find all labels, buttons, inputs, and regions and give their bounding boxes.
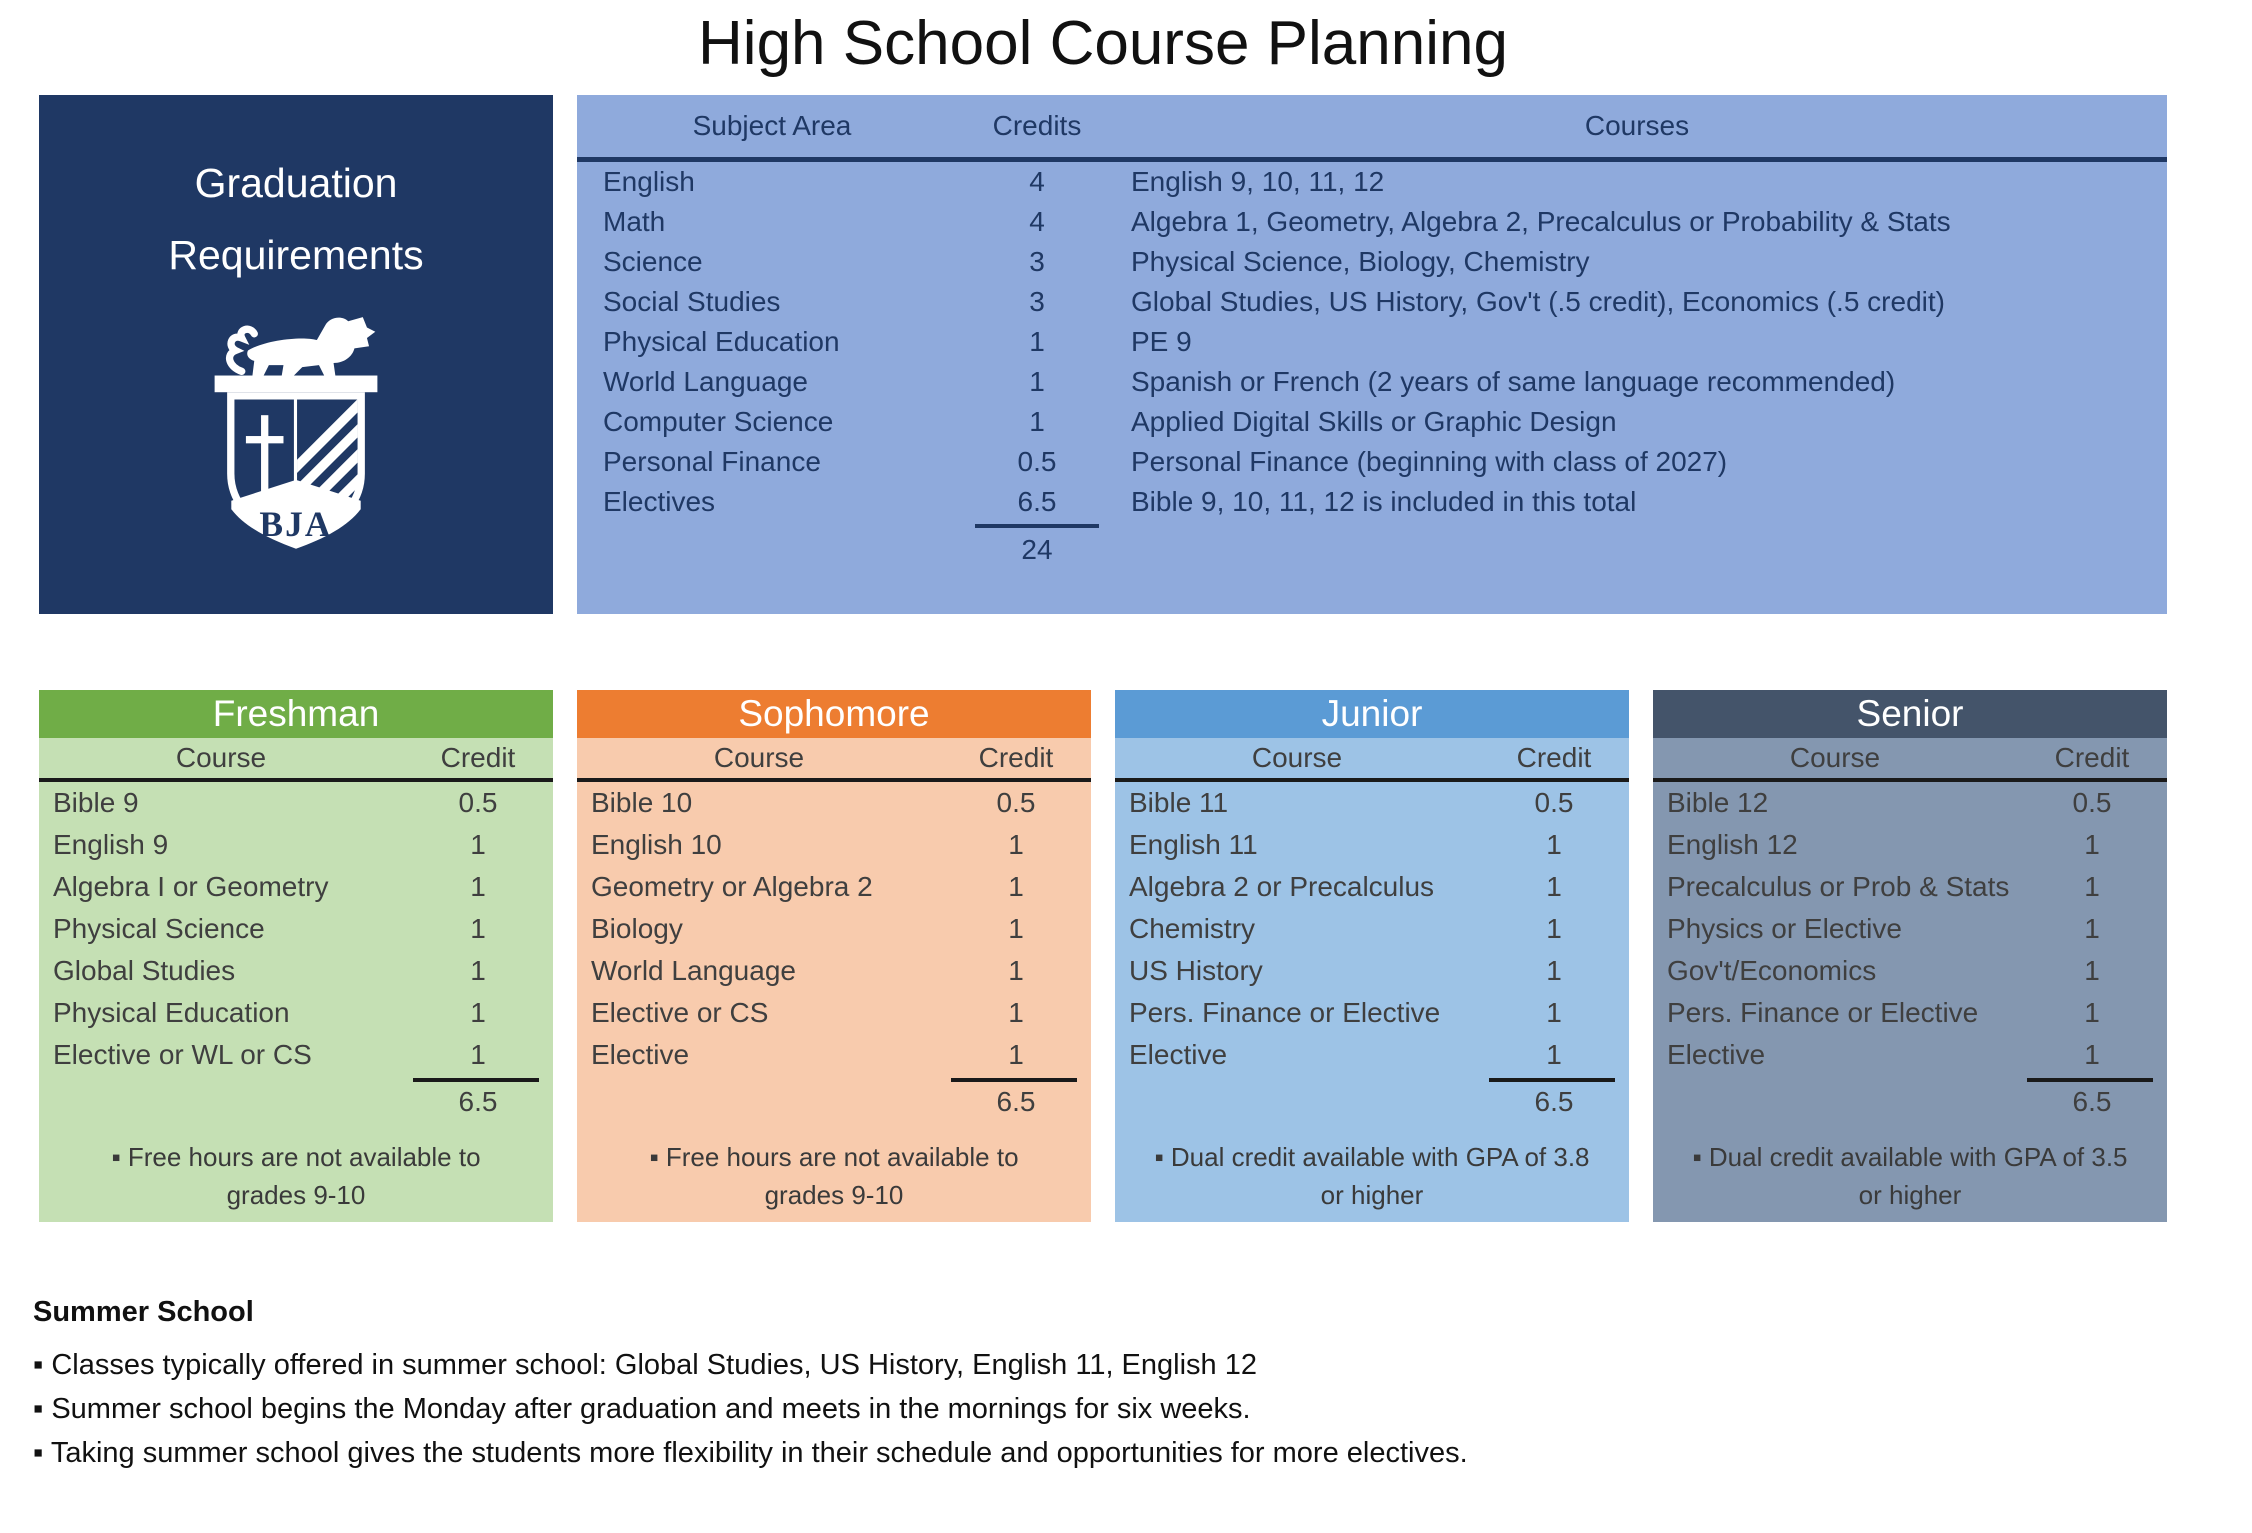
course-name: Physical Science	[53, 913, 265, 944]
col-header-courses: Courses	[1584, 110, 1690, 141]
course-name: Physical Education	[53, 997, 290, 1028]
grade-header: Senior	[1653, 690, 2167, 738]
course-name: English 9	[53, 829, 169, 860]
course-name: Chemistry	[1129, 913, 1256, 944]
course-name: Geometry or Algebra 2	[591, 871, 873, 902]
course-credit: 1	[2084, 955, 2100, 986]
subheader-course: Course	[1251, 742, 1343, 773]
course-credit: 1	[470, 871, 486, 902]
course-credit: 1	[470, 955, 486, 986]
courses-cell: PE 9	[1131, 326, 1192, 357]
credits-cell: 3	[1029, 246, 1045, 277]
grade-note: ▪ Free hours are not available to grades 9-10	[649, 1142, 1019, 1210]
course-credit: 1	[1008, 871, 1024, 902]
course-name: Physics or Elective	[1667, 913, 1902, 944]
course-row	[1115, 866, 1629, 908]
course-row	[577, 866, 1091, 908]
course-name: Elective	[1667, 1039, 1766, 1070]
course-credit: 1	[1546, 1039, 1562, 1070]
credits-cell: 0.5	[1017, 446, 1057, 477]
course-row	[1653, 1034, 2167, 1076]
courses-cell: Personal Finance (beginning with class of 2027)	[1131, 446, 1728, 477]
subject-cell: Math	[603, 206, 666, 237]
course-credit: 0.5	[996, 787, 1036, 818]
course-name: Elective or CS	[591, 997, 769, 1028]
lion-icon	[230, 317, 376, 378]
course-name: Pers. Finance or Elective	[1667, 997, 1979, 1028]
course-row	[577, 1034, 1091, 1076]
course-row	[577, 824, 1091, 866]
grade-body	[577, 738, 1091, 1222]
credits-cell: 1	[1029, 406, 1045, 437]
summer-school-bullet: ▪ Summer school begins the Monday after graduation and meets in the mornings for six weeks.	[33, 1393, 1251, 1425]
course-row	[577, 908, 1091, 950]
table-row-world-language	[577, 362, 2167, 402]
col-header-subject-area: Subject Area	[692, 110, 852, 141]
grade-subheader	[39, 738, 553, 782]
credits-cell: 4	[1029, 206, 1045, 237]
course-row	[1653, 782, 2167, 824]
course-credit: 1	[1008, 829, 1024, 860]
grade-total: 6.5	[996, 1086, 1036, 1117]
requirements-table-header	[577, 95, 2167, 157]
courses-cell: Algebra 1, Geometry, Algebra 2, Precalculus or Probability & Stats	[1131, 206, 1951, 237]
courses-cell: Spanish or French (2 years of same language recommended)	[1131, 366, 1896, 397]
course-row	[1653, 866, 2167, 908]
course-row	[1115, 1034, 1629, 1076]
grade-total: 6.5	[458, 1086, 498, 1117]
course-row	[1115, 782, 1629, 824]
course-row	[39, 950, 553, 992]
course-credit: 1	[470, 913, 486, 944]
course-row	[1115, 992, 1629, 1034]
course-row	[1653, 908, 2167, 950]
subheader-credit: Credit	[2054, 742, 2130, 773]
courses-cell: Bible 9, 10, 11, 12 is included in this total	[1131, 486, 1637, 517]
shield-icon	[215, 376, 378, 555]
course-name: English 12	[1667, 829, 1798, 860]
course-name: English 11	[1129, 829, 1258, 860]
course-credit: 1	[2084, 871, 2100, 902]
course-credit: 1	[1546, 955, 1562, 986]
course-name: Algebra 2 or Precalculus	[1129, 871, 1435, 902]
credits-cell: 6.5	[1017, 486, 1057, 517]
subject-cell: Electives	[603, 486, 716, 517]
course-credit: 0.5	[2072, 787, 2112, 818]
table-row-science	[577, 242, 2167, 282]
grade-column-junior	[1115, 690, 1629, 1222]
page-title: High School Course Planning	[698, 9, 1508, 78]
course-row	[1653, 950, 2167, 992]
course-name: Gov't/Economics	[1667, 955, 1877, 986]
course-name: English 10	[591, 829, 722, 860]
course-name: Bible 11	[1129, 787, 1229, 818]
course-credit: 1	[1546, 913, 1562, 944]
credits-cell: 1	[1029, 366, 1045, 397]
course-credit: 1	[1008, 997, 1024, 1028]
grade-body	[1115, 738, 1629, 1222]
course-name: Global Studies	[53, 955, 236, 986]
course-name: Bible 12	[1667, 787, 1769, 818]
course-row	[1115, 950, 1629, 992]
course-credit: 1	[470, 1039, 486, 1070]
grade-note: ▪ Free hours are not available to grades 9-10	[111, 1142, 481, 1210]
course-credit: 0.5	[1534, 787, 1574, 818]
course-name: Bible 10	[591, 787, 693, 818]
requirements-table	[577, 95, 2167, 614]
course-row	[577, 992, 1091, 1034]
table-row-personal-finance	[577, 442, 2167, 482]
grade-body	[39, 738, 553, 1222]
credits-cell: 1	[1029, 326, 1045, 357]
courses-cell: English 9, 10, 11, 12	[1131, 166, 1385, 197]
grade-subheader	[1653, 738, 2167, 782]
subheader-credit: Credit	[978, 742, 1054, 773]
grade-column-senior	[1653, 690, 2167, 1222]
subject-cell: Social Studies	[603, 286, 781, 317]
courses-cell: Physical Science, Biology, Chemistry	[1131, 246, 1590, 277]
course-name: World Language	[591, 955, 796, 986]
courses-cell: Global Studies, US History, Gov't (.5 credit), Economics (.5 credit)	[1131, 286, 1945, 317]
grade-column-freshman	[39, 690, 553, 1222]
course-credit: 1	[2084, 1039, 2100, 1070]
course-row	[39, 992, 553, 1034]
grade-header: Junior	[1115, 690, 1629, 738]
table-row-electives	[577, 482, 2167, 522]
course-credit: 1	[470, 997, 486, 1028]
subject-cell: Physical Education	[603, 326, 840, 357]
grade-note: ▪ Dual credit available with GPA of 3.5 or higher	[1692, 1142, 2128, 1210]
course-credit: 1	[2084, 997, 2100, 1028]
course-credit: 1	[1008, 955, 1024, 986]
course-row	[39, 908, 553, 950]
subject-cell: English	[603, 166, 695, 197]
table-row-social-studies	[577, 282, 2167, 322]
course-row	[39, 782, 553, 824]
course-credit: 0.5	[458, 787, 498, 818]
course-name: Elective	[1129, 1039, 1228, 1070]
course-row	[1653, 992, 2167, 1034]
course-credit: 1	[1008, 913, 1024, 944]
credits-cell: 4	[1029, 166, 1045, 197]
course-credit: 1	[470, 829, 486, 860]
grade-body	[1653, 738, 2167, 1222]
course-name: Elective	[591, 1039, 690, 1070]
table-row-physical-education	[577, 322, 2167, 362]
summer-school-section	[33, 1296, 2173, 1475]
course-row	[1653, 824, 2167, 866]
subject-cell: Computer Science	[603, 406, 834, 437]
course-name: US History	[1129, 955, 1263, 986]
subject-cell: Science	[603, 246, 703, 277]
grade-header: Sophomore	[577, 690, 1091, 738]
subheader-course: Course	[713, 742, 805, 773]
grade-total: 6.5	[1534, 1086, 1574, 1117]
course-row	[577, 782, 1091, 824]
grade-header: Freshman	[39, 690, 553, 738]
course-credit: 1	[1546, 871, 1562, 902]
credits-total: 24	[1021, 534, 1053, 565]
course-credit: 1	[1008, 1039, 1024, 1070]
course-row	[1115, 824, 1629, 866]
summer-school-heading: Summer School	[33, 1296, 254, 1328]
grade-subheader	[577, 738, 1091, 782]
grad-req-panel	[39, 95, 553, 614]
grad-req-title: Graduation Requirements	[168, 160, 424, 278]
subheader-credit: Credit	[1516, 742, 1592, 773]
course-name: Bible 9	[53, 787, 139, 818]
subheader-course: Course	[175, 742, 267, 773]
course-row	[39, 824, 553, 866]
course-row	[1115, 908, 1629, 950]
table-row-english	[577, 162, 2167, 202]
course-row	[39, 866, 553, 908]
courses-cell: Applied Digital Skills or Graphic Design	[1131, 406, 1617, 437]
bja-logo-text: BJA	[259, 504, 333, 545]
course-credit: 1	[1546, 829, 1562, 860]
grade-subheader	[1115, 738, 1629, 782]
table-row-math	[577, 202, 2167, 242]
grade-total: 6.5	[2072, 1086, 2112, 1117]
col-header-credits: Credits	[992, 110, 1082, 141]
course-name: Algebra I or Geometry	[53, 871, 329, 902]
grade-column-sophomore	[577, 690, 1091, 1222]
summer-school-bullet: ▪ Taking summer school gives the students more flexibility in their schedule and opportunities for more electives.	[33, 1437, 1468, 1469]
bja-logo	[201, 315, 391, 555]
subheader-course: Course	[1789, 742, 1881, 773]
subheader-credit: Credit	[440, 742, 516, 773]
grade-note: ▪ Dual credit available with GPA of 3.8 or higher	[1154, 1142, 1590, 1210]
summer-school-bullet: ▪ Classes typically offered in summer school: Global Studies, US History, English 11, English 12	[33, 1349, 1257, 1381]
course-name: Pers. Finance or Elective	[1129, 997, 1441, 1028]
subject-cell: World Language	[603, 366, 808, 397]
course-credit: 1	[1546, 997, 1562, 1028]
credits-cell: 3	[1029, 286, 1045, 317]
subject-cell: Personal Finance	[603, 446, 821, 477]
course-row	[39, 1034, 553, 1076]
course-credit: 1	[2084, 913, 2100, 944]
course-row	[577, 950, 1091, 992]
course-name: Biology	[591, 913, 683, 944]
table-row-computer-science	[577, 402, 2167, 442]
course-name: Elective or WL or CS	[53, 1039, 312, 1070]
course-credit: 1	[2084, 829, 2100, 860]
course-name: Precalculus or Prob & Stats	[1667, 871, 2010, 902]
